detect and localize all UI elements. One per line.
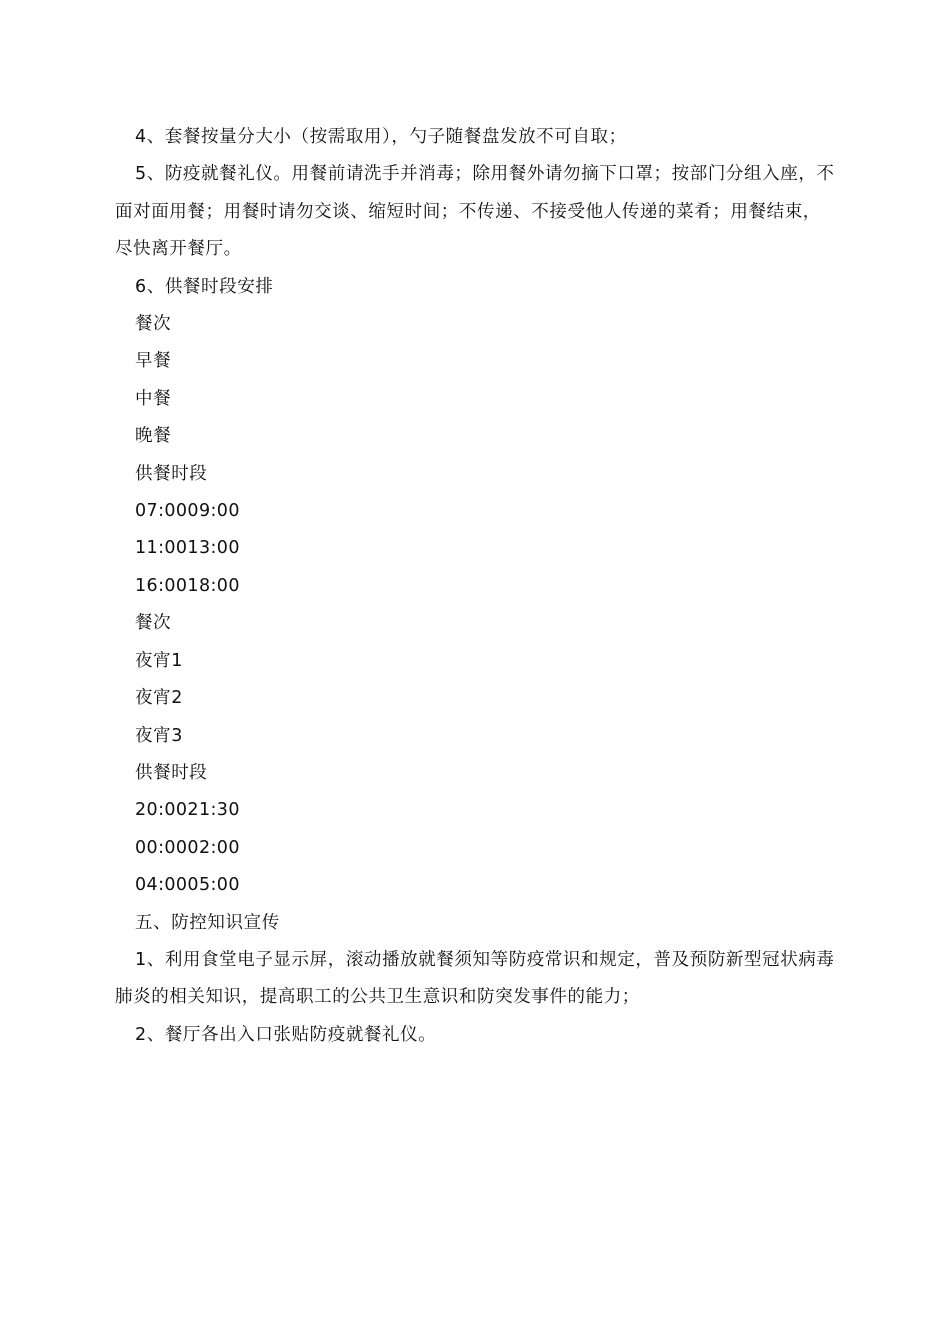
time-slot-lunch: 11:0013:00 <box>135 538 240 559</box>
time-slot-dinner: 16:0018:00 <box>135 575 240 596</box>
meal-night-1: 夜宵1 <box>135 650 183 671</box>
section-heading-5: 五、防控知识宣传 <box>135 912 280 933</box>
paragraph-item-2: 2、餐厅各出入口张贴防疫就餐礼仪。 <box>135 1024 437 1045</box>
document-body <box>115 119 837 1054</box>
time-slot-breakfast: 07:0009:00 <box>135 501 240 522</box>
meal-label-night: 餐次 <box>135 613 172 634</box>
paragraph-item-4: 4、套餐按量分大小（按需取用），勺子随餐盘发放不可自取； <box>135 127 627 147</box>
meal-lunch: 中餐 <box>135 388 172 409</box>
paragraph-item-1: 1、利用食堂电子显示屏，滚动播放就餐须知等防疫常识和规定，普及预防新型冠状病毒肺炎的相关知识，提高职工的公共卫生意识和防突发事件的能力； <box>115 949 835 1008</box>
time-slot-label-night: 供餐时段 <box>135 762 208 783</box>
time-slot-night-3: 04:0005:00 <box>135 875 240 896</box>
time-slot-night-1: 20:0021:30 <box>135 800 240 821</box>
meal-night-2: 夜宵2 <box>135 688 183 709</box>
paragraph-item-6-heading: 6、供餐时段安排 <box>135 276 274 297</box>
time-slot-label: 供餐时段 <box>135 463 208 484</box>
meal-night-3: 夜宵3 <box>135 725 183 746</box>
time-slot-night-2: 00:0002:00 <box>135 837 240 858</box>
meal-label: 餐次 <box>135 314 172 335</box>
paragraph-item-5: 5、防疫就餐礼仪。用餐前请洗手并消毒；除用餐外请勿摘下口罩；按部门分组入座，不面对面用餐；用餐时请勿交谈、缩短时间；不传递、不接受他人传递的菜肴；用餐结束，尽快离开餐厅。 <box>115 164 835 260</box>
meal-dinner: 晚餐 <box>135 426 172 447</box>
meal-breakfast: 早餐 <box>135 351 172 372</box>
